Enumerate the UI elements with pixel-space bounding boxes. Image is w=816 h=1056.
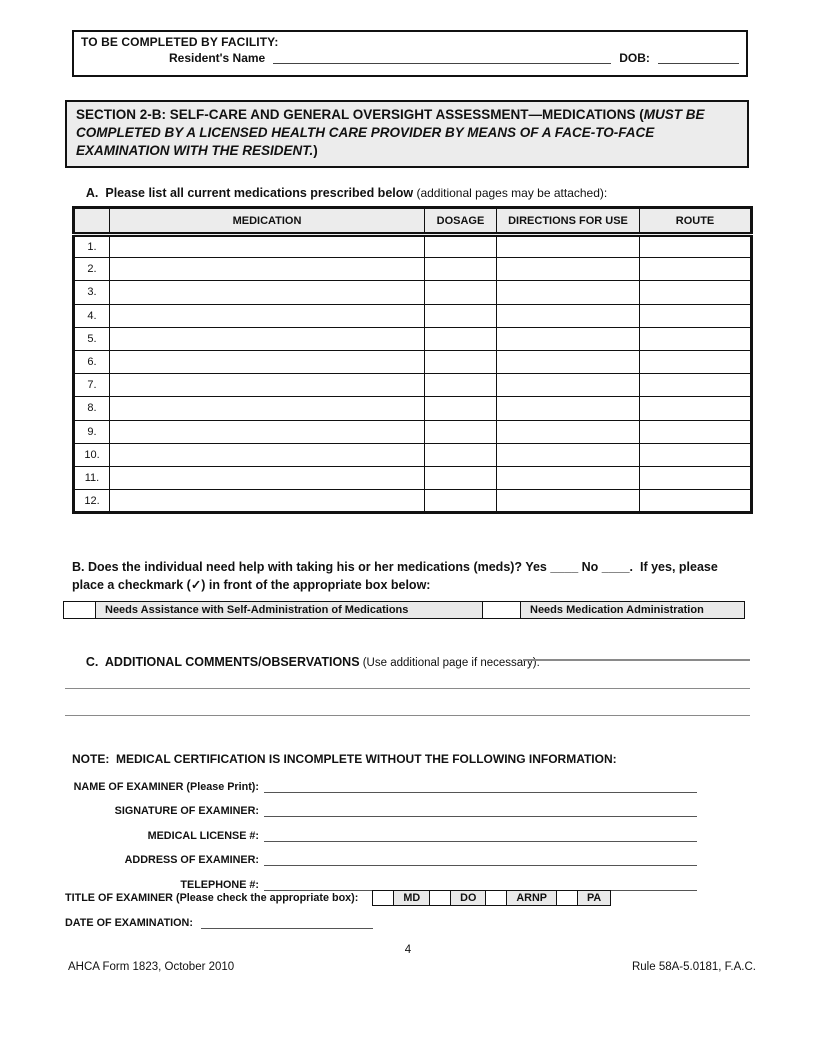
row-number: 3. (74, 281, 110, 304)
medication-cell[interactable] (110, 258, 425, 281)
dosage-cell[interactable] (425, 350, 497, 373)
examiner-name-row (65, 768, 697, 793)
note-line: NOTE: MEDICAL CERTIFICATION IS INCOMPLETE WITHOUT THE FOLLOWING INFORMATION: (72, 752, 617, 766)
needs-administration-checkbox[interactable] (483, 602, 521, 619)
route-cell[interactable] (640, 466, 752, 489)
directions-cell[interactable] (497, 258, 640, 281)
dosage-cell[interactable] (425, 490, 497, 513)
medication-row (74, 466, 752, 489)
examiner-title-options-row (373, 891, 611, 906)
directions-cell[interactable] (497, 281, 640, 304)
dosage-cell[interactable] (425, 397, 497, 420)
dosage-cell[interactable] (425, 443, 497, 466)
medication-cell[interactable] (110, 350, 425, 373)
examiner-address-row (65, 842, 697, 867)
arnp-label: ARNP (507, 891, 557, 906)
section-2b-title-close: ) (313, 142, 318, 158)
row-number: 2. (74, 258, 110, 281)
telephone-label: TELEPHONE #: (180, 878, 259, 891)
medical-license-input[interactable] (264, 829, 697, 842)
dosage-cell[interactable] (425, 304, 497, 327)
examiner-name-input[interactable] (264, 780, 697, 793)
do-label: DO (451, 891, 486, 906)
medication-row (74, 397, 752, 420)
examiner-address-label: ADDRESS OF EXAMINER: (124, 854, 259, 867)
section-a-label-normal: (additional pages may be attached): (413, 186, 608, 200)
needs-administration-label: Needs Medication Administration (521, 602, 745, 619)
directions-cell[interactable] (497, 397, 640, 420)
md-checkbox[interactable] (373, 891, 394, 906)
row-number: 6. (74, 350, 110, 373)
row-number: 7. (74, 374, 110, 397)
directions-cell[interactable] (497, 490, 640, 513)
footer-rule-id: Rule 58A-5.0181, F.A.C. (631, 961, 756, 973)
dosage-cell[interactable] (425, 281, 497, 304)
route-cell[interactable] (640, 258, 752, 281)
resident-name-row (169, 50, 739, 65)
telephone-row (65, 866, 697, 891)
row-number: 4. (74, 304, 110, 327)
examiner-name-label: NAME OF EXAMINER (Please Print): (73, 780, 259, 793)
section-b-question: B. Does the individual need help with taking his or her medications (meds)? Yes ____ No ____. If yes, please place a checkmark (✓) in front of the appropriate box below: (72, 560, 722, 592)
pa-checkbox[interactable] (556, 891, 577, 906)
route-cell[interactable] (640, 490, 752, 513)
medication-row (74, 304, 752, 327)
facility-box (72, 30, 748, 77)
medication-cell[interactable] (110, 490, 425, 513)
header-route: ROUTE (640, 208, 752, 235)
facility-box-title: TO BE COMPLETED BY FACILITY: (81, 35, 279, 49)
comments-line-1[interactable] (65, 673, 750, 689)
needs-assistance-label: Needs Assistance with Self-Administration of Medications (96, 602, 483, 619)
route-cell[interactable] (640, 327, 752, 350)
directions-cell[interactable] (497, 443, 640, 466)
directions-cell[interactable] (497, 350, 640, 373)
medication-row (74, 490, 752, 513)
medication-cell[interactable] (110, 420, 425, 443)
medication-row (74, 374, 752, 397)
medications-table-header-row (74, 208, 752, 235)
route-cell[interactable] (640, 397, 752, 420)
medication-row (74, 281, 752, 304)
dob-label: DOB: (619, 51, 650, 65)
dosage-cell[interactable] (425, 235, 497, 258)
medication-cell[interactable] (110, 397, 425, 420)
route-cell[interactable] (640, 443, 752, 466)
needs-assistance-checkbox[interactable] (64, 602, 96, 619)
md-label: MD (394, 891, 430, 906)
directions-cell[interactable] (497, 327, 640, 350)
examiner-title-row (65, 890, 611, 906)
examiner-signature-input[interactable] (264, 804, 697, 817)
examiner-title-options (372, 890, 611, 906)
pa-label: PA (577, 891, 610, 906)
medication-help-row (64, 602, 745, 619)
medical-license-row (65, 817, 697, 842)
resident-name-input[interactable] (273, 50, 611, 64)
examination-date-input[interactable] (201, 916, 373, 929)
medication-cell[interactable] (110, 374, 425, 397)
section-c-label-bold: C. ADDITIONAL COMMENTS/OBSERVATIONS (85, 655, 360, 669)
row-number: 10. (74, 443, 110, 466)
arnp-checkbox[interactable] (486, 891, 507, 906)
directions-cell[interactable] (497, 466, 640, 489)
medication-row (74, 443, 752, 466)
resident-name-label: Resident's Name (169, 51, 266, 65)
dosage-cell[interactable] (425, 466, 497, 489)
examiner-fields (65, 768, 697, 891)
row-number: 1. (74, 235, 110, 258)
page-number: 4 (404, 944, 412, 956)
route-cell[interactable] (640, 235, 752, 258)
medication-cell[interactable] (110, 235, 425, 258)
dosage-cell[interactable] (425, 420, 497, 443)
medication-cell[interactable] (110, 327, 425, 350)
row-number: 9. (74, 420, 110, 443)
section-a-label-bold: A. Please list all current medications prescribed below (85, 186, 414, 200)
examiner-signature-label: SIGNATURE OF EXAMINER: (114, 805, 259, 818)
section-2b-header (65, 100, 749, 168)
section-2b-title-italic: MUST BE COMPLETED BY A LICENSED HEALTH CARE PROVIDER BY MEANS OF A FACE-TO-FACE EXAMINATION WITH THE RESIDENT. (76, 107, 705, 158)
footer-form-id: AHCA Form 1823, October 2010 (68, 961, 235, 973)
row-number: 11. (74, 466, 110, 489)
route-cell[interactable] (640, 350, 752, 373)
medication-cell[interactable] (110, 466, 425, 489)
medication-cell[interactable] (110, 281, 425, 304)
directions-cell[interactable] (497, 235, 640, 258)
medication-row (74, 258, 752, 281)
header-medication: MEDICATION (110, 208, 425, 235)
section-2b-title: SECTION 2-B: SELF-CARE AND GENERAL OVERSIGHT ASSESSMENT—MEDICATIONS ( (76, 107, 644, 122)
header-directions: DIRECTIONS FOR USE (497, 208, 640, 235)
examination-date-row (65, 916, 373, 929)
medication-row (74, 420, 752, 443)
directions-cell[interactable] (497, 420, 640, 443)
header-dosage: DOSAGE (425, 208, 497, 235)
route-cell[interactable] (640, 420, 752, 443)
medication-row (74, 235, 752, 258)
examiner-title-label: TITLE OF EXAMINER (Please check the appropriate box): (65, 892, 359, 904)
do-checkbox[interactable] (430, 891, 451, 906)
row-number: 8. (74, 397, 110, 420)
medical-license-label: MEDICAL LICENSE #: (147, 829, 259, 842)
examiner-signature-row (65, 793, 697, 818)
route-cell[interactable] (640, 281, 752, 304)
medication-row (74, 327, 752, 350)
comments-line-short[interactable] (523, 645, 750, 661)
examination-date-label: DATE OF EXAMINATION: (65, 917, 193, 929)
comments-line-2[interactable] (65, 700, 750, 716)
row-number: 12. (74, 490, 110, 513)
examiner-address-input[interactable] (264, 853, 697, 866)
route-cell[interactable] (640, 374, 752, 397)
medication-row (74, 350, 752, 373)
route-cell[interactable] (640, 304, 752, 327)
dob-input[interactable] (658, 50, 739, 64)
header-number (74, 208, 110, 235)
directions-cell[interactable] (497, 304, 640, 327)
medication-cell[interactable] (110, 304, 425, 327)
dosage-cell[interactable] (425, 327, 497, 350)
section-c-label-normal: (Use additional page if necessary): (359, 657, 540, 669)
medications-table (72, 206, 753, 514)
dosage-cell[interactable] (425, 258, 497, 281)
medication-cell[interactable] (110, 443, 425, 466)
directions-cell[interactable] (497, 374, 640, 397)
row-number: 5. (74, 327, 110, 350)
medication-help-options (63, 601, 745, 619)
dosage-cell[interactable] (425, 374, 497, 397)
